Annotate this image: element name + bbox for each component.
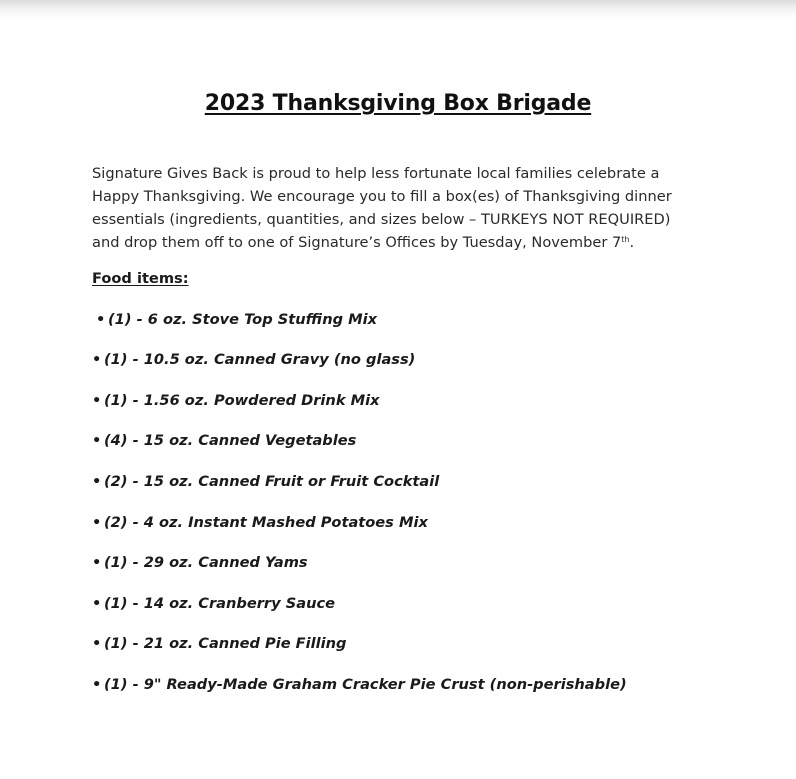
- food-item-text: (1) - 9" Ready-Made Graham Cracker Pie Crust (non-perishable): [104, 676, 627, 693]
- food-items-heading: Food items:: [92, 270, 189, 287]
- bullet-icon: •: [96, 311, 106, 328]
- list-item: [92, 514, 428, 531]
- intro-line: Happy Thanksgiving. We encourage you to fill a box(es) of Thanksgiving dinner: [92, 188, 672, 205]
- intro-line: Signature Gives Back is proud to help less fortunate local families celebrate a: [92, 165, 660, 182]
- list-item: [92, 554, 308, 571]
- list-item: [92, 595, 335, 612]
- list-item: [92, 432, 356, 449]
- page-title: 2023 Thanksgiving Box Brigade: [204, 91, 592, 116]
- bullet-icon: •: [92, 595, 102, 612]
- intro-line: essentials (ingredients, quantities, and sizes below – TURKEYS NOT REQUIRED): [92, 211, 671, 228]
- food-item-text: (4) - 15 oz. Canned Vegetables: [104, 432, 357, 449]
- food-item-text: (1) - 14 oz. Cranberry Sauce: [104, 595, 336, 612]
- list-item: [92, 635, 347, 652]
- food-item-text: (1) - 21 oz. Canned Pie Filling: [104, 635, 347, 652]
- list-item: [92, 473, 439, 490]
- intro-line-last: [92, 231, 732, 254]
- intro-paragraph: [92, 162, 732, 254]
- food-item-text: (1) - 6 oz. Stove Top Stuffing Mix: [108, 311, 378, 328]
- list-item: [96, 311, 377, 328]
- bullet-icon: •: [92, 554, 102, 571]
- ordinal-suffix: th: [621, 235, 630, 244]
- list-item: [92, 392, 380, 409]
- food-item-text: (1) - 10.5 oz. Canned Gravy (no glass): [104, 351, 416, 368]
- intro-line-text: and drop them off to one of Signature’s Offices by Tuesday, November 7: [92, 234, 622, 251]
- intro-line-end: .: [629, 234, 635, 251]
- bullet-icon: •: [92, 351, 102, 368]
- bullet-icon: •: [92, 432, 102, 449]
- bullet-icon: •: [92, 635, 102, 652]
- food-item-text: (1) - 1.56 oz. Powdered Drink Mix: [104, 392, 380, 409]
- bullet-icon: •: [92, 392, 102, 409]
- bullet-icon: •: [92, 676, 102, 693]
- food-item-text: (2) - 15 oz. Canned Fruit or Fruit Cocktail: [104, 473, 440, 490]
- bullet-icon: •: [92, 473, 102, 490]
- food-item-text: (1) - 29 oz. Canned Yams: [104, 554, 308, 571]
- list-item: [92, 351, 415, 368]
- bullet-icon: •: [92, 514, 102, 531]
- list-item: [92, 676, 627, 693]
- food-item-text: (2) - 4 oz. Instant Mashed Potatoes Mix: [104, 514, 428, 531]
